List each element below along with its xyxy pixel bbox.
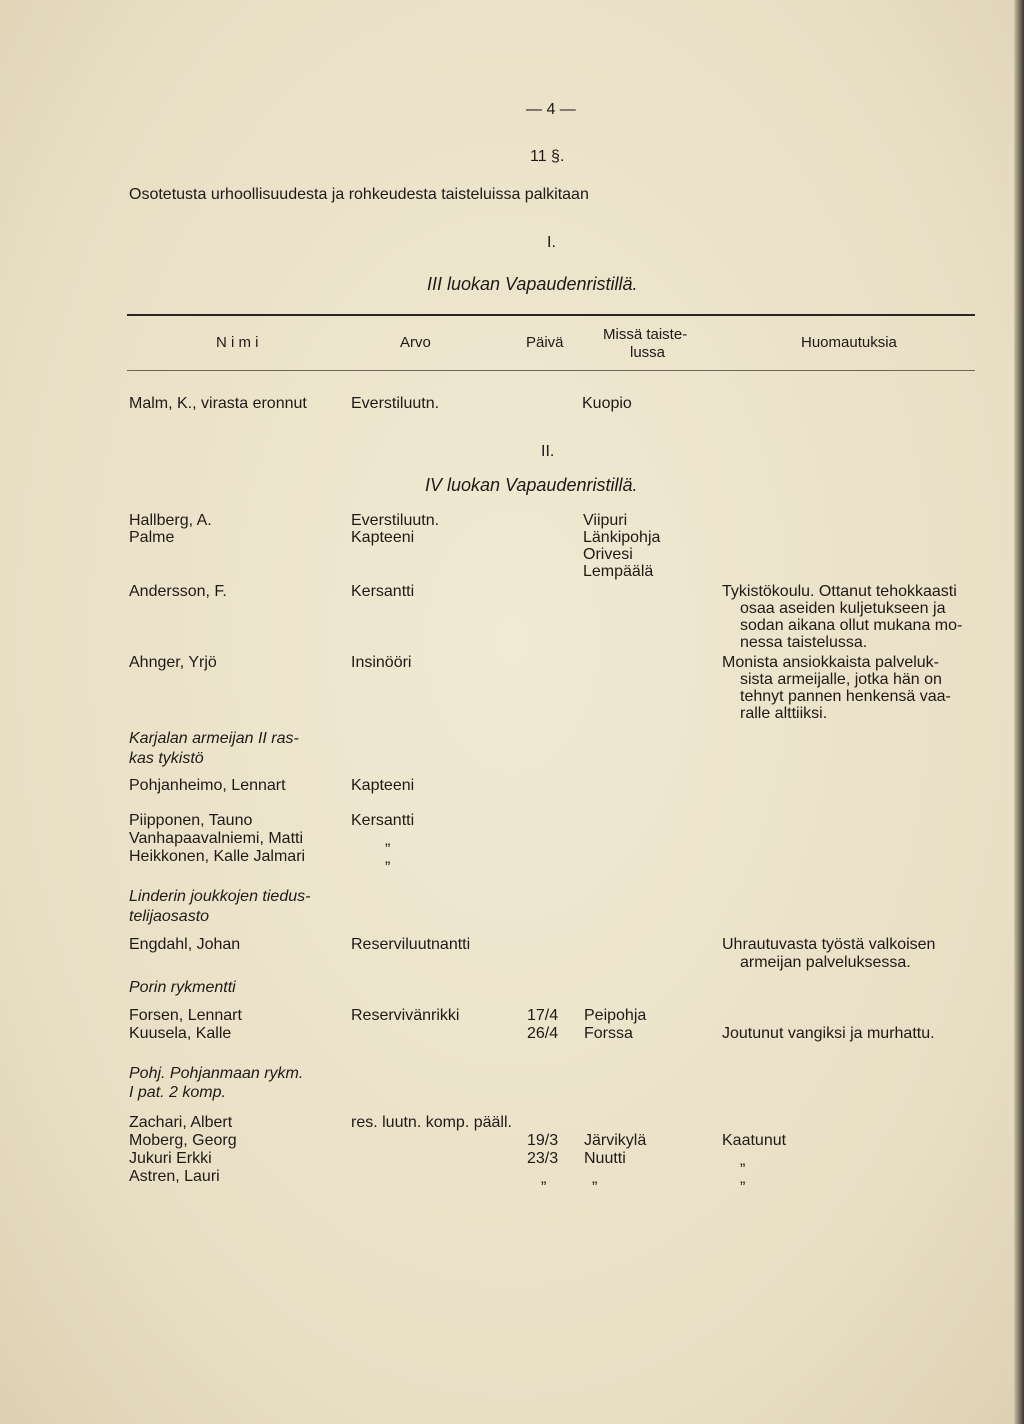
- rank-malm: Everstiluutn.: [351, 395, 440, 412]
- name-zachari: Zachari, Albert: [129, 1114, 233, 1131]
- col-header-remarks: Huomautuksia: [801, 334, 897, 351]
- rank-piipponen: Kersantti: [351, 812, 415, 829]
- col-header-rank: Arvo: [400, 334, 431, 351]
- rank-ahnger: Insinööri: [351, 654, 412, 671]
- note-andersson-line: osaa aseiden kuljetukseen ja: [740, 600, 946, 617]
- place-malm: Kuopio: [582, 395, 632, 412]
- intro-text: Osotetusta urhoollisuudesta ja rohkeudesta taisteluissa palkitaan: [129, 186, 589, 203]
- group-pohj-title-2: I pat. 2 komp.: [129, 1084, 226, 1101]
- section-number: 11 §.: [530, 148, 565, 165]
- group-linder-title-1: Linderin joukkojen tiedus-: [129, 888, 311, 905]
- note-jukuri-ditto: „: [740, 1152, 746, 1169]
- note-kuusela: Joutunut vangiksi ja murhattu.: [722, 1025, 935, 1042]
- rank-andersson: Kersantti: [351, 583, 415, 600]
- rank-pohjanheimo: Kapteeni: [351, 777, 415, 794]
- rank-hallberg: Everstiluutn.: [351, 512, 440, 529]
- group-karjala-title-1: Karjalan armeijan II ras-: [129, 730, 299, 747]
- rank-heikkonen-ditto: „: [385, 850, 391, 867]
- day-forsen: 17/4: [527, 1007, 559, 1024]
- name-palme: Palme: [129, 529, 175, 546]
- note-ahnger: [722, 654, 976, 722]
- day-kuusela: 26/4: [527, 1025, 559, 1042]
- col-header-where-line2: lussa: [630, 344, 666, 361]
- col-header-name: N i m i: [216, 334, 259, 351]
- rank-zachari: res. luutn. komp. pääll.: [351, 1114, 512, 1131]
- place-jukuri: Nuutti: [584, 1150, 626, 1167]
- rank-palme: Kapteeni: [351, 529, 415, 546]
- rank-forsen: Reservivänrikki: [351, 1007, 460, 1024]
- name-ahnger: Ahnger, Yrjö: [129, 654, 217, 671]
- name-moberg: Moberg, Georg: [129, 1132, 237, 1149]
- group-karjala-title-2: kas tykistö: [129, 750, 204, 767]
- rank-engdahl: Reserviluutnantti: [351, 936, 471, 953]
- part-2-title: IV luokan Vapaudenristillä.: [425, 475, 638, 495]
- name-engdahl: Engdahl, Johan: [129, 936, 241, 953]
- col-header-day: Päivä: [526, 334, 564, 351]
- note-andersson-line: sodan aikana ollut mukana mo-: [740, 617, 963, 634]
- part-2-roman: II.: [541, 443, 555, 460]
- place-astren-ditto: „: [592, 1170, 598, 1187]
- name-pohjanheimo: Pohjanheimo, Lennart: [129, 777, 286, 794]
- name-andersson: Andersson, F.: [129, 583, 227, 600]
- note-andersson-line: Tykistökoulu. Ottanut tehokkaasti: [722, 583, 957, 600]
- day-jukuri: 23/3: [527, 1150, 559, 1167]
- group-pori-title: Porin rykmentti: [129, 979, 236, 996]
- page-number: — 4 —: [526, 101, 576, 118]
- name-malm: Malm, K., virasta eronnut: [129, 395, 307, 412]
- place-palme: Länkipohja: [583, 529, 661, 546]
- name-vanhapaavalniemi: Vanhapaavalniemi, Matti: [129, 830, 304, 847]
- note-moberg: Kaatunut: [722, 1132, 787, 1149]
- note-andersson: [722, 583, 976, 651]
- name-hallberg: Hallberg, A.: [129, 512, 212, 529]
- group-linder-title-2: telijaosasto: [129, 908, 210, 925]
- place-moberg: Järvikylä: [584, 1132, 647, 1149]
- place-hallberg: Viipuri: [583, 512, 628, 529]
- place-lempaala: Lempäälä: [583, 563, 654, 580]
- part-1-roman: I.: [547, 234, 556, 251]
- col-header-where-line1: Missä taiste-: [603, 326, 688, 343]
- note-astren-ditto: „: [740, 1170, 746, 1187]
- note-ahnger-line: sista armeijalle, jotka hän on: [740, 671, 942, 688]
- part-1-title: III luokan Vapaudenristillä.: [427, 274, 638, 294]
- note-ahnger-line: ralle alttiiksi.: [740, 705, 828, 722]
- name-astren: Astren, Lauri: [129, 1168, 220, 1185]
- page-edge-shadow: [1014, 0, 1024, 1424]
- group-pohj-title-1: Pohj. Pohjanmaan rykm.: [129, 1065, 304, 1082]
- note-ahnger-line: Monista ansiokkaista palveluk-: [722, 654, 939, 671]
- name-forsen: Forsen, Lennart: [129, 1007, 242, 1024]
- name-jukuri: Jukuri Erkki: [129, 1150, 212, 1167]
- day-moberg: 19/3: [527, 1132, 559, 1149]
- name-heikkonen: Heikkonen, Kalle Jalmari: [129, 848, 306, 865]
- place-forsen: Peipohja: [584, 1007, 647, 1024]
- rank-vanhapaavalniemi-ditto: „: [385, 832, 391, 849]
- place-kuusela: Forssa: [584, 1025, 633, 1042]
- name-piipponen: Piipponen, Tauno: [129, 812, 253, 829]
- day-astren-ditto: „: [541, 1170, 547, 1187]
- note-engdahl-line-2: armeijan palveluksessa.: [740, 954, 911, 971]
- note-andersson-line: nessa taistelussa.: [740, 634, 868, 651]
- table-header-rule: [127, 370, 975, 371]
- note-ahnger-line: tehnyt pannen henkensä vaa-: [740, 688, 951, 705]
- table-top-rule: [127, 314, 975, 316]
- note-engdahl-line-1: Uhrautuvasta työstä valkoisen: [722, 936, 936, 953]
- place-orivesi: Orivesi: [583, 546, 633, 563]
- name-kuusela: Kuusela, Kalle: [129, 1025, 232, 1042]
